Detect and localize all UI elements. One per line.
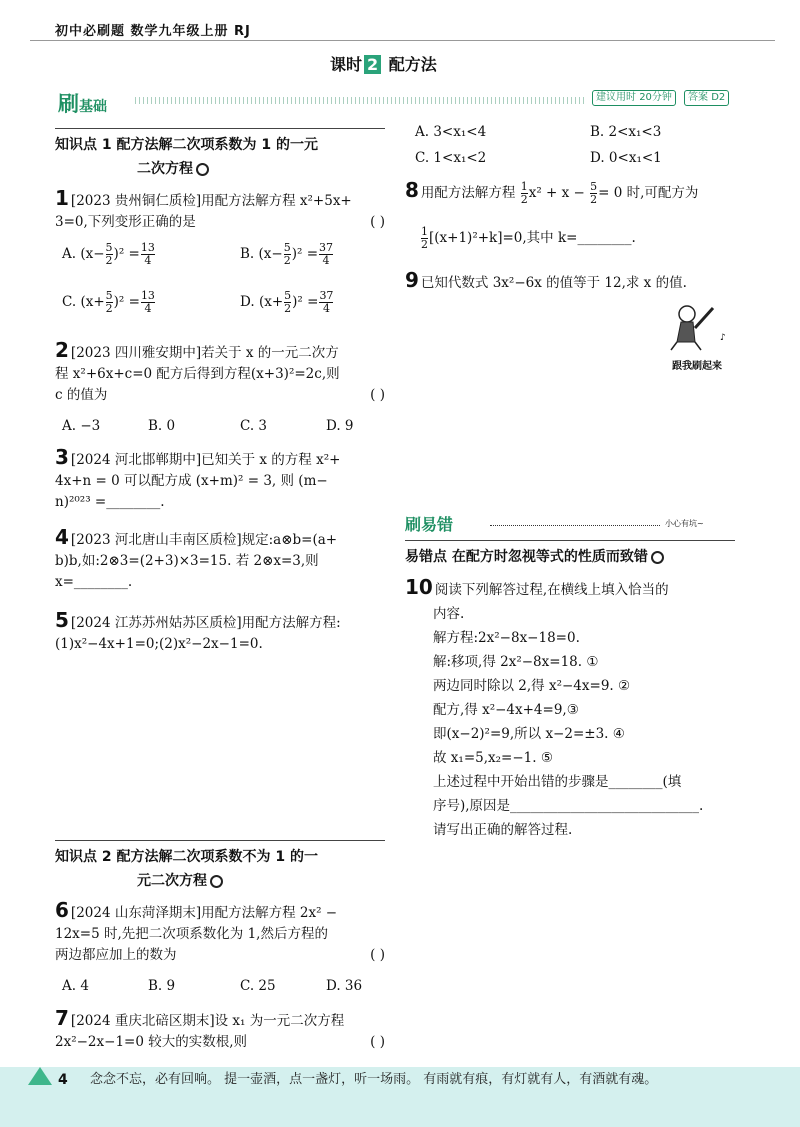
question-9: 9 已知代数式 3x²−6x 的值等于 12,求 x 的值. <box>405 268 687 292</box>
answer-badge: 答案 D2 <box>684 90 729 106</box>
q1-option-a: A. (x− $\frac{5}{2}$ )² = $\frac{13}{4}$ <box>62 241 155 267</box>
q6-option-c: C. 25 <box>240 978 276 994</box>
q7-option-d: D. 0<x₁<1 <box>590 150 662 166</box>
question-6: 6 [2024 山东菏泽期末]用配方法解方程 2x² − 12x=5 时,先把二次项系数化为 1,然后方程的 两边都应加上的数为 ( ) <box>55 898 385 963</box>
q6-option-b: B. 9 <box>148 978 176 994</box>
kp1-title-line1: 知识点 1 配方法解二次项系数为 1 的一元 <box>55 137 318 153</box>
yicuo-small-note: 小心有坑~ <box>665 519 704 528</box>
question-10: 10 阅读下列解答过程,在横线上填入恰当的 内容. 解方程:2x²−8x−18=0. 解:移项,得 2x²−8x=18. ① 两边同时除以 2,得 x²−4x=9. ② 配方,得 x²−4x+4=9,③ 即(x−2)²=9,所以 x−2=±3. ④ 故 x₁=5,x₂=−1. ⑤ 上述过程中开始出错的步骤是________(填 序号),原因是____________________________. 请写出正确的解答过程. <box>405 575 704 838</box>
triangle-icon <box>28 1067 52 1085</box>
q2-option-a: A. −3 <box>62 418 101 434</box>
section-label: 刷基础 <box>58 92 107 116</box>
book-title: 初中必刷题 数学九年级上册 RJ <box>55 24 251 39</box>
footer-band <box>0 1067 800 1127</box>
question-7: 7 [2024 重庆北碚区期末]设 x₁ 为一元二次方程 2x²−2x−1=0 较大的实数根,则 ( ) <box>55 1006 385 1050</box>
kp1-rule <box>55 128 385 129</box>
kp2-title-line2: 元二次方程 <box>137 870 223 890</box>
q6-option-d: D. 36 <box>326 978 363 994</box>
q1-option-c: C. (x+ $\frac{5}{2}$ )² = $\frac{13}{4}$ <box>62 289 155 315</box>
time-badge: 建议用时 20分钟 <box>592 90 676 106</box>
mascot-illustration <box>665 300 735 360</box>
kp2-title-line1: 知识点 2 配方法解二次项系数不为 1 的一 <box>55 849 318 865</box>
yicuo-rule <box>405 540 735 541</box>
page-number: 4 <box>58 1072 68 1088</box>
target-icon <box>196 163 209 176</box>
question-1: 1 [2023 贵州铜仁质检]用配方法解方程 x²+5x+ 3=0,下列变形正确的是 ( ) <box>55 186 385 230</box>
question-2: 2 [2023 四川雅安期中]若关于 x 的一元二次方 程 x²+6x+c=0 配方后得到方程(x+3)²=2c,则 c 的值为 ( ) <box>55 338 385 403</box>
footer-quote: 念念不忘，必有回响。 提一壶酒，点一盏灯，听一场雨。 有雨就有痕，有灯就有人，有酒就有魂。 <box>90 1072 658 1087</box>
target-icon <box>210 875 223 888</box>
yicuo-dots <box>490 525 660 526</box>
kp1-title-line2: 二次方程 <box>137 158 209 178</box>
mascot-caption: 跟我刷起来 <box>672 361 722 372</box>
question-8-line2: $\frac{1}{2}$ [(x+1)²+k]=0,其中 k=________. <box>421 225 636 251</box>
question-3: 3 [2024 河北邯郸期中]已知关于 x 的方程 x²+ 4x+n = 0 可以配方成 (x+m)² = 3, 则 (m− n)²⁰²³ =________. <box>55 445 341 510</box>
q2-option-d: D. 9 <box>326 418 354 434</box>
kp2-rule <box>55 840 385 841</box>
question-4: 4 [2023 河北唐山丰南区质检]规定:a⊗b=(a+ b)b,如:2⊗3=(2+3)×3=15. 若 2⊗x=3,则 x=________. <box>55 525 338 590</box>
section-dots <box>135 97 585 104</box>
q7-option-a: A. 3<x₁<4 <box>415 124 487 140</box>
lesson-number: 2 <box>364 55 381 74</box>
yicuo-title: 刷易错 <box>405 515 454 534</box>
q6-option-a: A. 4 <box>62 978 89 994</box>
q2-option-c: C. 3 <box>240 418 268 434</box>
header-rule <box>30 40 775 41</box>
q1-option-d: D. (x+ $\frac{5}{2}$ )² = $\frac{37}{4}$ <box>240 289 334 315</box>
yicuo-point: 易错点 在配方时忽视等式的性质而致错 <box>405 546 664 566</box>
q7-option-c: C. 1<x₁<2 <box>415 150 487 166</box>
question-5: 5 [2024 江苏苏州姑苏区质检]用配方法解方程: (1)x²−4x+1=0;(2)x²−2x−1=0. <box>55 608 341 652</box>
q1-option-b: B. (x− $\frac{5}{2}$ )² = $\frac{37}{4}$ <box>240 241 334 267</box>
target-icon <box>651 551 664 564</box>
q7-option-b: B. 2<x₁<3 <box>590 124 662 140</box>
svg-text:♪: ♪ <box>720 333 726 343</box>
question-8: 8 用配方法解方程 $\frac{1}{2}$ x² + x − $\frac{5}{2}$ = 0 时,可配方为 <box>405 178 699 206</box>
lesson-title: 课时 2 配方法 <box>330 55 437 74</box>
q2-option-b: B. 0 <box>148 418 176 434</box>
